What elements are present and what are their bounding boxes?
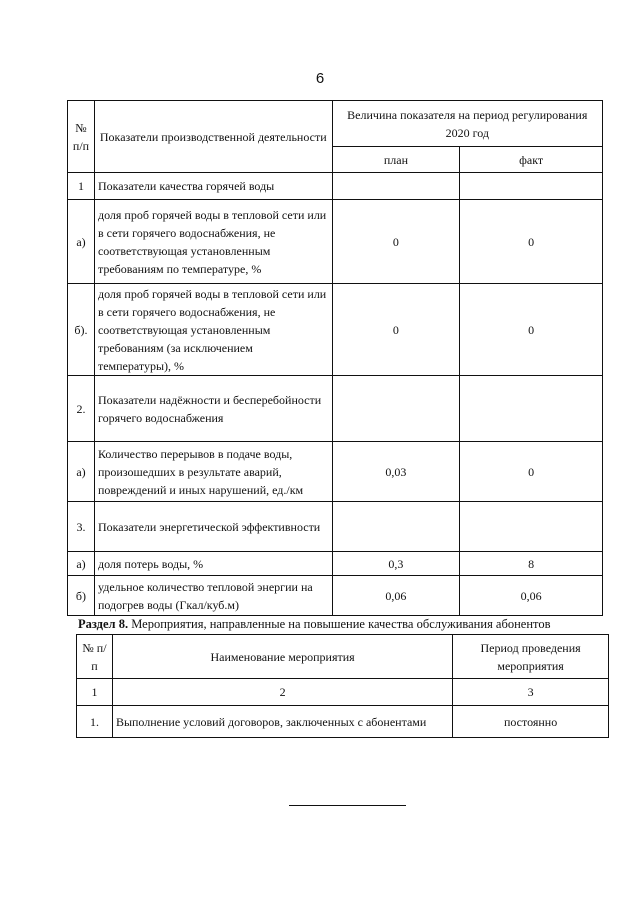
row-plan: 0 — [332, 200, 460, 284]
section-8-heading — [78, 617, 550, 632]
row-num: б) — [68, 576, 95, 616]
table-row — [68, 552, 603, 576]
header-period: Период проведения мероприятия — [453, 635, 609, 679]
table-row — [68, 442, 603, 502]
row-num: 3. — [68, 502, 95, 552]
table-row — [77, 706, 609, 738]
row-name: доля проб горячей воды в тепловой сети или в сети горячего водоснабжения, не соответствующая установленным требованиям (за исключением температуры), % — [94, 284, 332, 376]
table-row — [68, 284, 603, 376]
row-plan — [332, 173, 460, 200]
row-num: б). — [68, 284, 95, 376]
header-fact: факт — [460, 147, 603, 173]
header-name: Наименование мероприятия — [112, 635, 452, 679]
row-num: 2. — [68, 376, 95, 442]
header-plan: план — [332, 147, 460, 173]
header-indicator: Показатели производственной деятельности — [94, 101, 332, 173]
row-fact: 8 — [460, 552, 603, 576]
row-plan: 0,03 — [332, 442, 460, 502]
row-name: Выполнение условий договоров, заключенных с абонентами — [112, 706, 452, 738]
header-num: № п/п — [77, 635, 113, 679]
section-8-label: Раздел 8. — [78, 617, 129, 631]
section-8-title: Мероприятия, направленные на повышение качества обслуживания абонентов — [131, 617, 551, 631]
index-cell: 1 — [77, 679, 113, 706]
row-num: а) — [68, 200, 95, 284]
table-row — [68, 200, 603, 284]
row-plan: 0 — [332, 284, 460, 376]
table-row — [68, 376, 603, 442]
table-row — [77, 679, 609, 706]
row-name: Показатели энергетической эффективности — [94, 502, 332, 552]
row-name: Количество перерывов в подаче воды, произошедших в результате аварий, повреждений и иных нарушений, ед./км — [94, 442, 332, 502]
row-fact — [460, 376, 603, 442]
row-plan: 0,06 — [332, 576, 460, 616]
row-plan: 0,3 — [332, 552, 460, 576]
row-period: постоянно — [453, 706, 609, 738]
row-plan — [332, 502, 460, 552]
index-cell: 3 — [453, 679, 609, 706]
index-cell: 2 — [112, 679, 452, 706]
row-name: доля проб горячей воды в тепловой сети или в сети горячего водоснабжения, не соответствующая установленным требованиям по температуре, % — [94, 200, 332, 284]
row-num: 1 — [68, 173, 95, 200]
header-num: № п/п — [68, 101, 95, 173]
measures-table — [76, 634, 609, 738]
row-fact: 0 — [460, 442, 603, 502]
row-num: а) — [68, 552, 95, 576]
row-plan — [332, 376, 460, 442]
row-name: удельное количество тепловой энергии на подогрев воды (Гкал/куб.м) — [94, 576, 332, 616]
row-fact — [460, 173, 603, 200]
indicators-table — [67, 100, 603, 616]
table-row — [68, 576, 603, 616]
table-row — [68, 502, 603, 552]
row-num: 1. — [77, 706, 113, 738]
row-name: Показатели надёжности и бесперебойности горячего водоснабжения — [94, 376, 332, 442]
row-name: доля потерь воды, % — [94, 552, 332, 576]
table-row — [68, 173, 603, 200]
header-period: Величина показателя на период регулирования 2020 год — [332, 101, 602, 147]
page-number: 6 — [315, 70, 325, 87]
row-fact: 0 — [460, 200, 603, 284]
row-name: Показатели качества горячей воды — [94, 173, 332, 200]
row-fact: 0 — [460, 284, 603, 376]
row-fact — [460, 502, 603, 552]
row-fact: 0,06 — [460, 576, 603, 616]
row-num: а) — [68, 442, 95, 502]
signature-line — [289, 805, 406, 806]
